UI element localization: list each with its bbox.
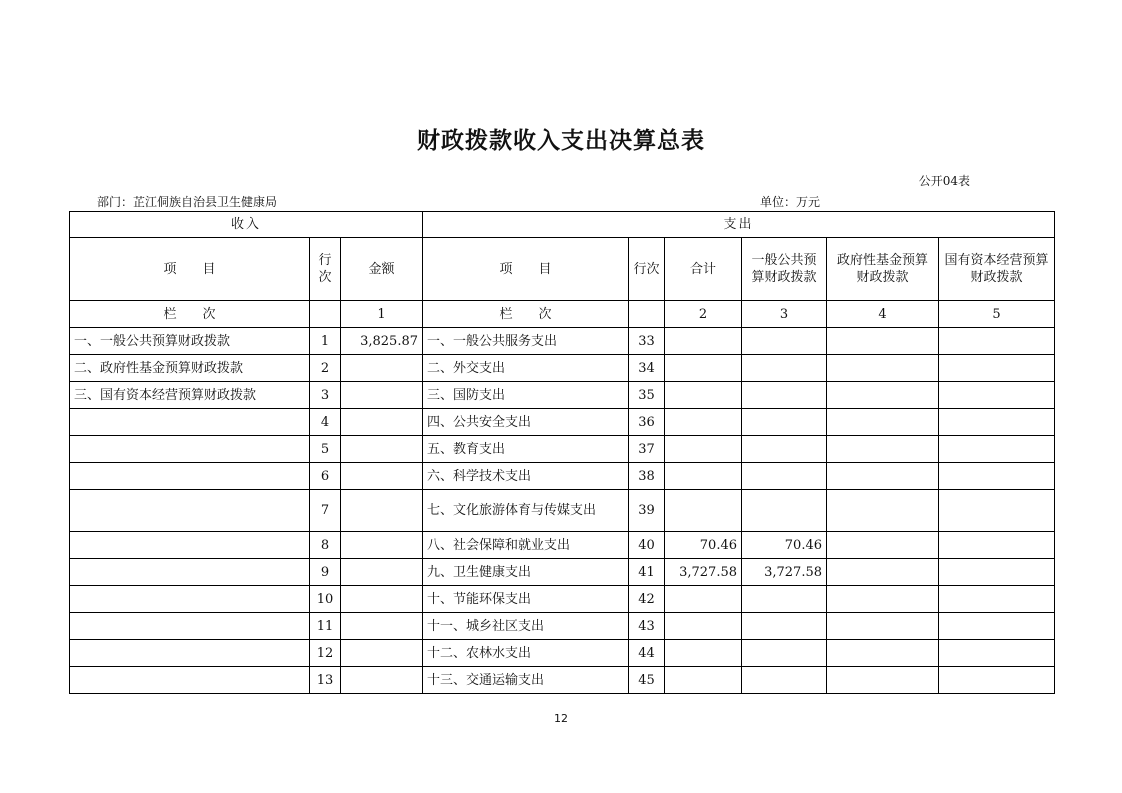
expense-general-cell: 3,727.58	[742, 559, 827, 586]
expense-total-cell: 3,727.58	[665, 559, 742, 586]
column-expense-label: 栏 次	[423, 301, 629, 328]
page-title: 财政拨款收入支出决算总表	[417, 128, 705, 154]
income-amount-cell	[341, 532, 423, 559]
expense-general-cell	[742, 667, 827, 694]
expense-line-no-cell: 34	[629, 355, 665, 382]
income-amount-cell: 3,825.87	[341, 328, 423, 355]
expense-state-capital-cell	[939, 559, 1055, 586]
income-amount-cell	[341, 640, 423, 667]
expense-general-cell	[742, 436, 827, 463]
expense-total-cell	[665, 640, 742, 667]
income-amount-cell	[341, 667, 423, 694]
expense-item-cell: 五、教育支出	[423, 436, 629, 463]
income-line-no-cell: 10	[310, 586, 341, 613]
expense-total-cell: 70.46	[665, 532, 742, 559]
expense-state-capital-cell	[939, 532, 1055, 559]
income-item-cell	[70, 436, 310, 463]
expense-item-cell: 十二、农林水支出	[423, 640, 629, 667]
header-line-no: 行次	[310, 238, 341, 301]
income-amount-cell	[341, 409, 423, 436]
expense-item-cell: 一、一般公共服务支出	[423, 328, 629, 355]
expense-item-cell: 九、卫生健康支出	[423, 559, 629, 586]
expense-total-cell	[665, 586, 742, 613]
income-line-no-cell: 9	[310, 559, 341, 586]
expense-gov-fund-cell	[827, 355, 939, 382]
form-code: 公开04表	[918, 174, 970, 188]
column-number-row	[70, 301, 1055, 328]
expense-total-cell	[665, 667, 742, 694]
table-row	[70, 463, 1055, 490]
income-line-no-cell: 1	[310, 328, 341, 355]
expense-line-no-cell: 40	[629, 532, 665, 559]
table-row	[70, 586, 1055, 613]
column-expense-line-no-blank	[629, 301, 665, 328]
expense-general-cell: 70.46	[742, 532, 827, 559]
expense-item-cell: 四、公共安全支出	[423, 409, 629, 436]
expense-gov-fund-cell	[827, 559, 939, 586]
expense-gov-fund-cell	[827, 532, 939, 559]
expense-item-cell: 二、外交支出	[423, 355, 629, 382]
expense-gov-fund-cell	[827, 586, 939, 613]
table-row	[70, 559, 1055, 586]
header-gov-fund: 政府性基金预算财政拨款	[827, 238, 939, 301]
expense-gov-fund-cell	[827, 463, 939, 490]
expense-item-cell: 六、科学技术支出	[423, 463, 629, 490]
expense-total-cell	[665, 355, 742, 382]
expense-total-cell	[665, 328, 742, 355]
expense-general-cell	[742, 355, 827, 382]
expense-gov-fund-cell	[827, 490, 939, 532]
income-item-cell	[70, 586, 310, 613]
expense-general-cell	[742, 328, 827, 355]
budget-table	[69, 211, 1055, 694]
expense-total-cell	[665, 436, 742, 463]
expense-state-capital-cell	[939, 355, 1055, 382]
income-amount-cell	[341, 355, 423, 382]
table-row	[70, 490, 1055, 532]
expense-general-cell	[742, 490, 827, 532]
expense-state-capital-cell	[939, 463, 1055, 490]
expense-line-no-cell: 36	[629, 409, 665, 436]
expense-line-no-cell: 35	[629, 382, 665, 409]
expense-line-no-cell: 45	[629, 667, 665, 694]
expense-general-cell	[742, 382, 827, 409]
income-item-cell	[70, 559, 310, 586]
income-item-cell	[70, 640, 310, 667]
expense-line-no-cell: 44	[629, 640, 665, 667]
expense-item-cell: 八、社会保障和就业支出	[423, 532, 629, 559]
table-row	[70, 355, 1055, 382]
expense-line-no-cell: 37	[629, 436, 665, 463]
expense-state-capital-cell	[939, 436, 1055, 463]
page-number: 12	[554, 712, 568, 725]
column-label: 栏 次	[70, 301, 310, 328]
income-line-no-cell: 4	[310, 409, 341, 436]
expense-total-cell	[665, 382, 742, 409]
income-item-cell	[70, 490, 310, 532]
expense-general-cell	[742, 640, 827, 667]
header-total: 合计	[665, 238, 742, 301]
expense-line-no-cell: 39	[629, 490, 665, 532]
expense-gov-fund-cell	[827, 328, 939, 355]
expense-total-cell	[665, 613, 742, 640]
expense-state-capital-cell	[939, 382, 1055, 409]
expense-general-cell	[742, 586, 827, 613]
table-row	[70, 667, 1055, 694]
column-state-capital-no: 5	[939, 301, 1055, 328]
income-amount-cell	[341, 559, 423, 586]
expense-state-capital-cell	[939, 667, 1055, 694]
income-amount-cell	[341, 436, 423, 463]
income-item-cell: 三、国有资本经营预算财政拨款	[70, 382, 310, 409]
income-item-cell: 一、一般公共预算财政拨款	[70, 328, 310, 355]
expense-gov-fund-cell	[827, 436, 939, 463]
expense-line-no-cell: 33	[629, 328, 665, 355]
income-amount-cell	[341, 382, 423, 409]
income-line-no-cell: 3	[310, 382, 341, 409]
income-line-no-cell: 2	[310, 355, 341, 382]
expense-total-cell	[665, 463, 742, 490]
expense-gov-fund-cell	[827, 382, 939, 409]
expense-item-cell: 十三、交通运输支出	[423, 667, 629, 694]
column-gov-fund-no: 4	[827, 301, 939, 328]
expense-line-no-cell: 41	[629, 559, 665, 586]
expense-item-cell: 七、文化旅游体育与传媒支出	[423, 490, 629, 532]
column-general-no: 3	[742, 301, 827, 328]
expense-gov-fund-cell	[827, 667, 939, 694]
expense-general-cell	[742, 613, 827, 640]
expense-group-header: 支出	[423, 212, 1055, 238]
expense-general-cell	[742, 463, 827, 490]
income-amount-cell	[341, 463, 423, 490]
income-item-cell	[70, 409, 310, 436]
expense-total-cell	[665, 490, 742, 532]
income-item-cell	[70, 613, 310, 640]
expense-item-cell: 十一、城乡社区支出	[423, 613, 629, 640]
column-header-row	[70, 238, 1055, 301]
income-amount-cell	[341, 490, 423, 532]
income-line-no-cell: 5	[310, 436, 341, 463]
table-row	[70, 328, 1055, 355]
expense-line-no-cell: 43	[629, 613, 665, 640]
expense-state-capital-cell	[939, 328, 1055, 355]
table-row	[70, 640, 1055, 667]
expense-item-cell: 三、国防支出	[423, 382, 629, 409]
header-state-capital: 国有资本经营预算财政拨款	[939, 238, 1055, 301]
expense-gov-fund-cell	[827, 613, 939, 640]
expense-state-capital-cell	[939, 640, 1055, 667]
table-row	[70, 436, 1055, 463]
expense-general-cell	[742, 409, 827, 436]
income-item-cell	[70, 532, 310, 559]
table-row	[70, 382, 1055, 409]
income-line-no-cell: 11	[310, 613, 341, 640]
department-label: 部门：芷江侗族自治县卫生健康局	[97, 195, 278, 209]
income-item-cell	[70, 463, 310, 490]
header-amount: 金额	[341, 238, 423, 301]
expense-total-cell	[665, 409, 742, 436]
expense-gov-fund-cell	[827, 640, 939, 667]
income-line-no-cell: 6	[310, 463, 341, 490]
expense-line-no-cell: 42	[629, 586, 665, 613]
column-line-no-blank	[310, 301, 341, 328]
table-row	[70, 409, 1055, 436]
header-expense-item: 项 目	[423, 238, 629, 301]
header-general-budget: 一般公共预算财政拨款	[742, 238, 827, 301]
column-amount-no: 1	[341, 301, 423, 328]
table-row	[70, 613, 1055, 640]
expense-item-cell: 十、节能环保支出	[423, 586, 629, 613]
group-header-row	[70, 212, 1055, 238]
income-line-no-cell: 12	[310, 640, 341, 667]
income-item-cell	[70, 667, 310, 694]
table-row	[70, 532, 1055, 559]
column-total-no: 2	[665, 301, 742, 328]
expense-state-capital-cell	[939, 409, 1055, 436]
income-line-no-cell: 8	[310, 532, 341, 559]
header-item: 项 目	[70, 238, 310, 301]
expense-gov-fund-cell	[827, 409, 939, 436]
expense-line-no-cell: 38	[629, 463, 665, 490]
expense-state-capital-cell	[939, 613, 1055, 640]
expense-state-capital-cell	[939, 586, 1055, 613]
income-item-cell: 二、政府性基金预算财政拨款	[70, 355, 310, 382]
income-line-no-cell: 13	[310, 667, 341, 694]
income-amount-cell	[341, 586, 423, 613]
income-line-no-cell: 7	[310, 490, 341, 532]
expense-state-capital-cell	[939, 490, 1055, 532]
unit-label: 单位：万元	[760, 195, 821, 209]
income-group-header: 收入	[70, 212, 423, 238]
income-amount-cell	[341, 613, 423, 640]
header-expense-line-no: 行次	[629, 238, 665, 301]
